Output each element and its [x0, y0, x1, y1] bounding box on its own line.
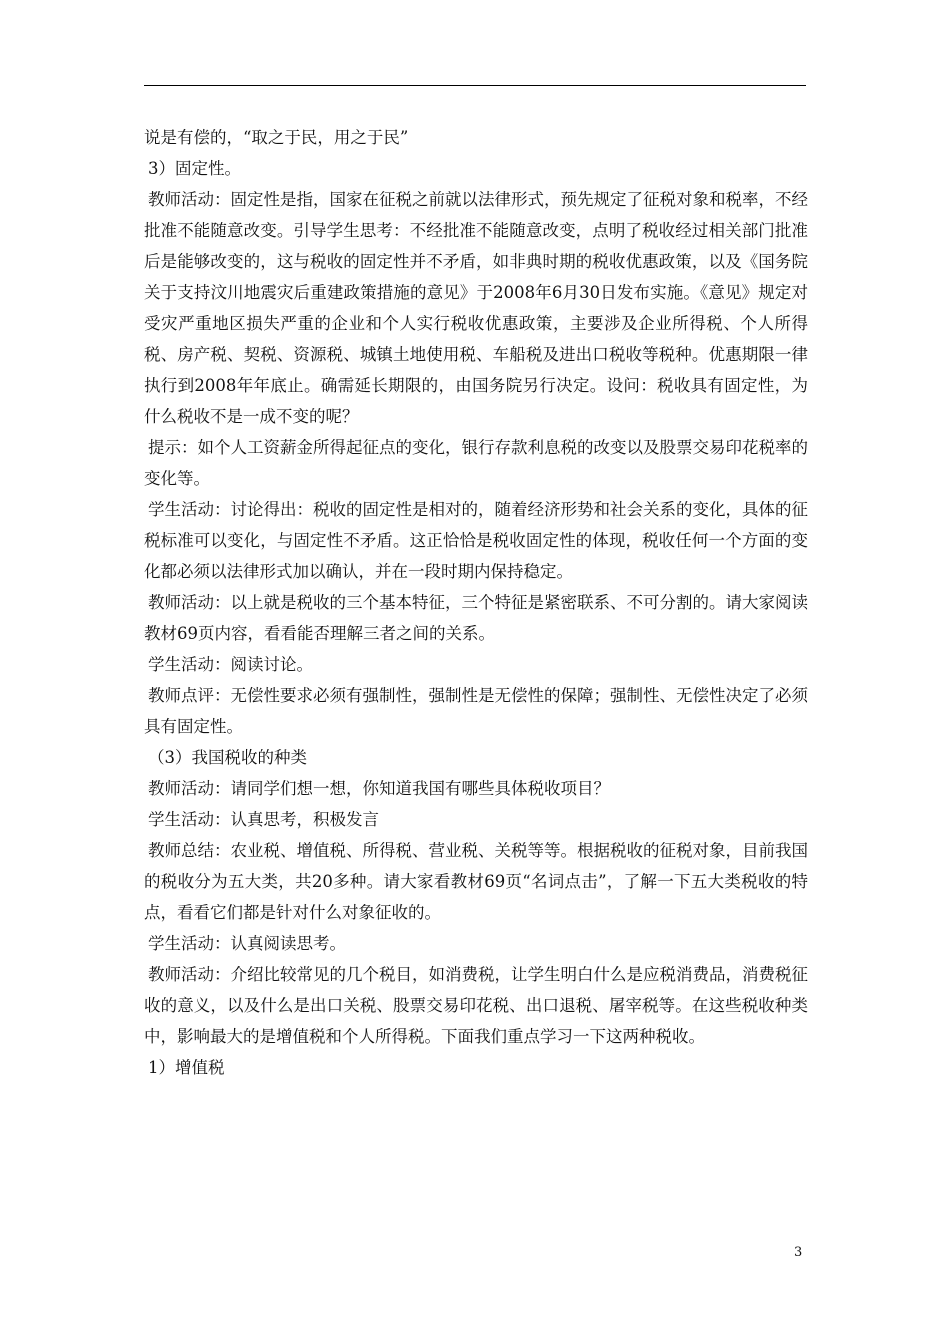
- paragraph: 说是有偿的，“取之于民，用之于民”: [144, 128, 409, 147]
- paragraph: 学生活动：认真阅读思考。: [148, 934, 346, 953]
- section-heading: （3）我国税收的种类: [148, 748, 307, 767]
- paragraph: 教师活动：请同学们想一想，你知道我国有哪些具体税收项目？: [148, 779, 610, 798]
- subsection-heading: 1）增值税: [148, 1058, 225, 1077]
- paragraph: 学生活动：认真思考，积极发言: [148, 810, 379, 829]
- paragraph: 提示：如个人工资薪金所得起征点的变化，银行存款利息税的改变以及股票交易印花税率的变化等。: [144, 438, 808, 488]
- paragraph: 学生活动：阅读讨论。: [148, 655, 313, 674]
- paragraph: 3）固定性。: [148, 159, 241, 178]
- paragraph: 教师点评：无偿性要求必须有强制性，强制性是无偿性的保障；强制性、无偿性决定了必须具有固定性。: [144, 686, 808, 736]
- paragraph: 教师活动：介绍比较常见的几个税目，如消费税，让学生明白什么是应税消费品，消费税征收的意义，以及什么是出口关税、股票交易印花税、出口退税、屠宰税等。在这些税收种类中，影响最大的是增值税和个人所得税。下面我们重点学习一下这两种税收。: [144, 965, 808, 1046]
- paragraph: 教师总结：农业税、增值税、所得税、营业税、关税等等。根据税收的征税对象，目前我国的税收分为五大类，共20多种。请大家看教材69页“名词点击”，了解一下五大类税收的特点，看看它们都是针对什么对象征收的。: [144, 841, 808, 922]
- paragraph: 学生活动：讨论得出：税收的固定性是相对的，随着经济形势和社会关系的变化，具体的征税标准可以变化，与固定性不矛盾。这正恰恰是税收固定性的体现，税收任何一个方面的变化都必须以法律形式加以确认，并在一段时期内保持稳定。: [144, 500, 808, 581]
- paragraph: 教师活动：以上就是税收的三个基本特征，三个特征是紧密联系、不可分割的。请大家阅读教材69页内容，看看能否理解三者之间的关系。: [144, 593, 808, 643]
- paragraph: 教师活动：固定性是指，国家在征税之前就以法律形式，预先规定了征税对象和税率，不经批准不能随意改变。引导学生思考：不经批准不能随意改变，点明了税收经过相关部门批准后是能够改变的，这与税收的固定性并不矛盾，如非典时期的税收优惠政策，以及《国务院关于支持汶川地震灾后重建政策措施的意见》于2008年6月30日发布实施。《意见》规定对受灾严重地区损失严重的企业和个人实行税收优惠政策，主要涉及企业所得税、个人所得税、房产税、契税、资源税、城镇土地使用税、车船税及进出口税收等税种。优惠期限一律执行到2008年年底止。确需延长期限的，由国务院另行决定。设问：税收具有固定性，为什么税收不是一成不变的呢？: [144, 190, 808, 426]
- header-rule: [144, 85, 806, 86]
- document-body: [144, 122, 808, 1083]
- page-number: 3: [794, 1245, 803, 1260]
